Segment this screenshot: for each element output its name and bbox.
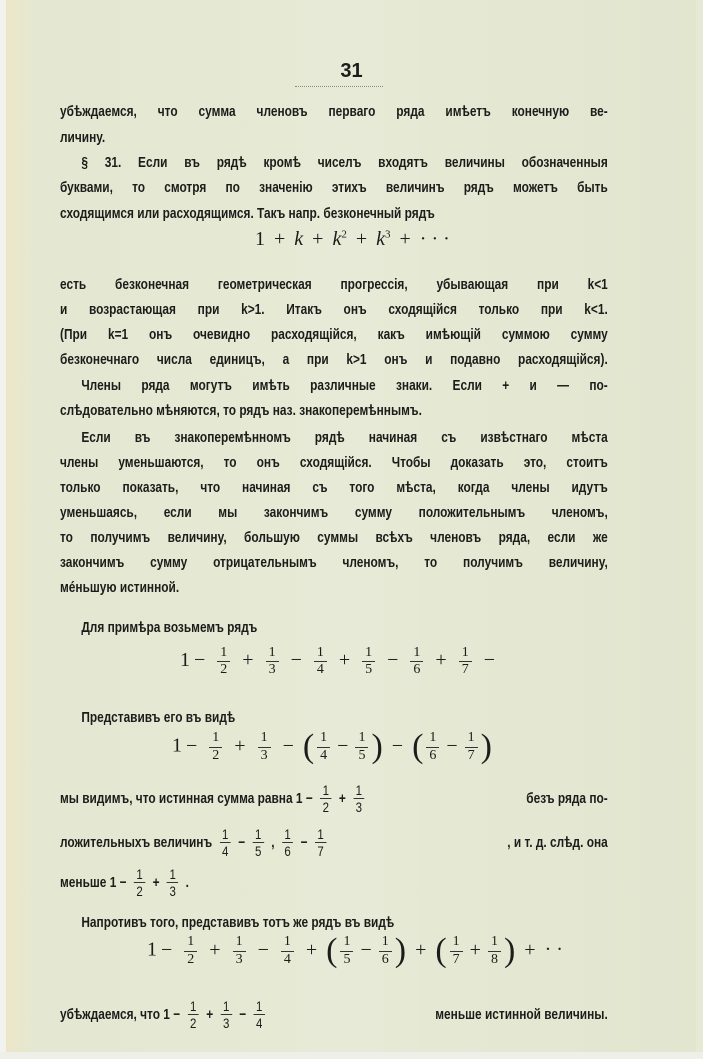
fraction [379, 934, 392, 967]
fraction [314, 645, 327, 678]
numerator: 1 [379, 934, 392, 951]
text-line-with-fraction [60, 782, 608, 815]
numerator: 1 [134, 866, 145, 883]
text-line-with-fraction [60, 866, 189, 899]
math-ellipsis: · · [544, 938, 563, 961]
text-line: члены уменьшаются, то онъ сходящійся. Чтобы доказать это, стоитъ [60, 455, 608, 471]
fraction [317, 730, 330, 763]
math-operator: + [355, 228, 368, 250]
math-operator: − [387, 649, 399, 672]
text-line: Для примѣра возьмемъ рядъ [81, 620, 258, 636]
numerator: 1 [233, 934, 246, 951]
text-segment: мы видимъ, что истинная сумма равна 1 − [60, 790, 313, 807]
text-line-with-fraction [60, 998, 608, 1031]
fraction [266, 645, 279, 678]
fraction [188, 998, 199, 1031]
fraction [209, 730, 222, 763]
numerator: 1 [488, 934, 501, 951]
fraction [221, 998, 232, 1031]
right-paren: ) [371, 728, 383, 765]
formula-grouped-positive [147, 932, 563, 970]
denominator: 4 [320, 747, 328, 763]
denominator: 7 [467, 747, 475, 763]
denominator: 5 [358, 747, 366, 763]
denominator: 4 [283, 951, 291, 967]
math-ellipsis: · · · [419, 228, 450, 250]
math-term: 1 [180, 649, 190, 672]
text-line-with-fraction [60, 826, 608, 859]
math-variable: k [376, 228, 386, 250]
numerator: 1 [254, 998, 265, 1015]
math-operator: + [305, 938, 318, 961]
denominator: 8 [490, 951, 498, 967]
math-operator: + [435, 649, 447, 672]
text-line: (При k=1 онъ очевидно расходящійся, какъ имѣющій суммою сумму [60, 327, 608, 343]
math-operator: − [391, 734, 404, 757]
denominator: 6 [381, 951, 389, 967]
text-segment: ложительныхъ величинъ [60, 834, 213, 851]
denominator: 2 [212, 747, 220, 763]
text-line: уменьшаясь, если мы закончимъ сумму положительнымъ членомъ, [60, 505, 608, 521]
math-operator: + [312, 228, 324, 250]
numerator: 1 [253, 826, 264, 843]
numerator: 1 [220, 826, 231, 843]
numerator: 1 [282, 826, 293, 843]
math-operator: − [282, 734, 294, 757]
fraction [220, 826, 231, 859]
denominator: 6 [284, 843, 291, 860]
math-operator: + [234, 734, 246, 757]
denominator: 5 [365, 662, 373, 678]
numerator: 1 [355, 730, 368, 747]
denominator: 7 [461, 662, 469, 678]
fraction [217, 645, 230, 678]
numerator: 1 [426, 730, 439, 747]
numerator: 1 [317, 730, 330, 747]
fraction [315, 826, 326, 859]
numerator: 1 [266, 645, 279, 662]
math-variable: k [294, 228, 304, 250]
fraction [254, 998, 265, 1031]
fraction [282, 826, 293, 859]
fraction [362, 645, 375, 678]
math-term: 1 [172, 734, 182, 757]
formula-geometric-series [255, 228, 450, 251]
right-paren: ) [394, 932, 407, 969]
text-line: сходящимся или расходящимся. Такъ напр. безконечный рядъ [60, 206, 435, 222]
math-operator: − [238, 834, 246, 851]
numerator: 1 [188, 998, 199, 1015]
numerator: 1 [209, 730, 222, 747]
formula-alternating-series [180, 645, 499, 678]
math-operator: + [469, 938, 481, 961]
text-line: закончимъ сумму отрицательнымъ членомъ, то получимъ величину, [60, 555, 608, 571]
numerator: 1 [184, 934, 197, 951]
denominator: 2 [187, 951, 195, 967]
text-line: есть безконечная геометрическая прогрессія, убывающая при k<1 [60, 277, 608, 293]
numerator: 1 [281, 934, 294, 951]
fraction [488, 934, 501, 967]
math-operator: + [274, 228, 286, 250]
header-rule [295, 86, 383, 87]
denominator: 3 [235, 951, 243, 967]
text-line: убѣждаемся, что сумма членовъ перваго ряда имѣетъ конечную ве- [60, 104, 608, 120]
numerator: 1 [315, 826, 326, 843]
math-operator: − [360, 938, 372, 961]
fraction [258, 730, 271, 763]
fraction [253, 826, 264, 859]
numerator: 1 [459, 645, 472, 662]
text-line: Если въ знакоперемѣнномъ рядѣ начиная съ извѣстнаго мѣста [81, 430, 608, 446]
denominator: 6 [413, 662, 421, 678]
text-segment: . [185, 874, 189, 891]
math-operator: + [399, 228, 411, 250]
denominator: 6 [429, 747, 437, 763]
text-line: и возрастающая при k>1. Итакъ онъ сходящійся только при k<1. [60, 302, 608, 318]
scan-left-edge [0, 0, 6, 1059]
denominator: 4 [256, 1015, 263, 1032]
fraction [410, 645, 423, 678]
text-segment: меньше истинной величины. [435, 1006, 608, 1023]
numerator: 1 [353, 782, 364, 799]
math-term: 1 [255, 228, 265, 250]
numerator: 1 [465, 730, 478, 747]
denominator: 2 [322, 799, 330, 816]
fraction [281, 934, 294, 967]
text-line: буквами, то смотря по значенію этихъ величинъ рядъ можетъ быть [60, 180, 608, 196]
math-operator: − [186, 734, 198, 757]
fraction [465, 730, 478, 763]
denominator: 5 [255, 843, 262, 860]
fraction [426, 730, 439, 763]
fraction [353, 782, 364, 815]
fraction [233, 934, 246, 967]
math-operator: + [338, 649, 351, 672]
math-operator: + [242, 649, 254, 672]
numerator: 1 [217, 645, 230, 662]
fraction [459, 645, 472, 678]
text-segment: убѣждаемся, что 1 − [60, 1006, 181, 1023]
text-segment: меньше 1 − [60, 874, 127, 891]
text-line: Члены ряда могутъ имѣть различные знаки. Если + и — по- [81, 378, 608, 394]
denominator: 3 [355, 799, 363, 816]
left-paren: ( [302, 728, 315, 765]
right-paren: ) [480, 728, 492, 765]
denominator: 3 [268, 662, 276, 678]
text-segment: , и т. д. слѣд. она [507, 834, 608, 851]
text-line: только показать, что начиная съ того мѣста, когда члены идутъ [60, 480, 608, 496]
numerator: 1 [340, 934, 353, 951]
math-operator: − [161, 938, 173, 961]
left-paren: ( [435, 932, 447, 969]
denominator: 7 [452, 951, 460, 967]
math-exponent: 2 [341, 228, 347, 241]
left-paren: ( [326, 932, 338, 969]
denominator: 3 [260, 747, 268, 763]
section-heading-line: § 31. Если въ рядѣ кромѣ чиселъ входятъ величины обозначенныя [81, 155, 608, 171]
denominator: 4 [316, 662, 324, 678]
denominator: 2 [136, 883, 143, 900]
denominator: 3 [223, 1015, 230, 1032]
page-number: 31 [340, 60, 363, 82]
math-operator: − [300, 834, 308, 851]
fraction [355, 730, 368, 763]
text-segment: безъ ряда по- [526, 790, 608, 807]
math-operator: − [337, 734, 349, 757]
math-operator: + [206, 1006, 214, 1023]
fraction [167, 866, 178, 899]
numerator: 1 [167, 866, 178, 883]
right-paren: ) [503, 932, 516, 969]
math-operator: − [239, 1006, 247, 1023]
numerator: 1 [362, 645, 375, 662]
fraction [450, 934, 463, 967]
math-operator: + [209, 938, 221, 961]
scan-bottom-edge [0, 1052, 703, 1059]
math-operator: + [415, 938, 427, 961]
math-operator: − [194, 649, 206, 672]
denominator: 5 [343, 951, 351, 967]
denominator: 4 [222, 843, 229, 860]
text-segment: + [152, 874, 160, 891]
text-line: слѣдовательно мѣняются, то рядъ наз. знакоперемѣннымъ. [60, 403, 422, 419]
denominator: 3 [169, 883, 176, 900]
numerator: 1 [314, 645, 327, 662]
left-paren: ( [412, 728, 424, 765]
denominator: 7 [317, 843, 324, 860]
text-line: Представивъ его въ видѣ [81, 710, 236, 726]
fraction [320, 782, 331, 815]
fraction [184, 934, 197, 967]
math-term: 1 [147, 938, 157, 961]
math-operator: + [524, 938, 536, 961]
formula-grouped-negative [172, 728, 492, 766]
math-operator: − [290, 649, 302, 672]
numerator: 1 [410, 645, 423, 662]
math-variable: k [332, 228, 342, 250]
numerator: 1 [320, 782, 331, 799]
numerator: 1 [450, 934, 463, 951]
text-segment: + [338, 790, 346, 807]
text-line: то получимъ величину, большую суммы всѣхъ членовъ ряда, если же [60, 530, 608, 546]
text-line: мéньшую истинной. [60, 580, 180, 596]
text-segment: , [271, 834, 275, 851]
text-line: личину. [60, 130, 106, 146]
numerator: 1 [258, 730, 271, 747]
denominator: 2 [189, 1015, 197, 1032]
text-line: Напротивъ того, представивъ тотъ же рядъ въ видѣ [81, 915, 395, 931]
fraction [134, 866, 145, 899]
math-exponent: 3 [385, 228, 391, 241]
math-operator: − [446, 734, 458, 757]
denominator: 2 [220, 662, 228, 678]
fraction [340, 934, 353, 967]
math-operator: − [483, 649, 495, 672]
text-line: безконечнаго числа единицъ, а при k>1 онъ и подавно расходящійся). [60, 352, 608, 368]
numerator: 1 [221, 998, 232, 1015]
math-operator: − [257, 938, 269, 961]
